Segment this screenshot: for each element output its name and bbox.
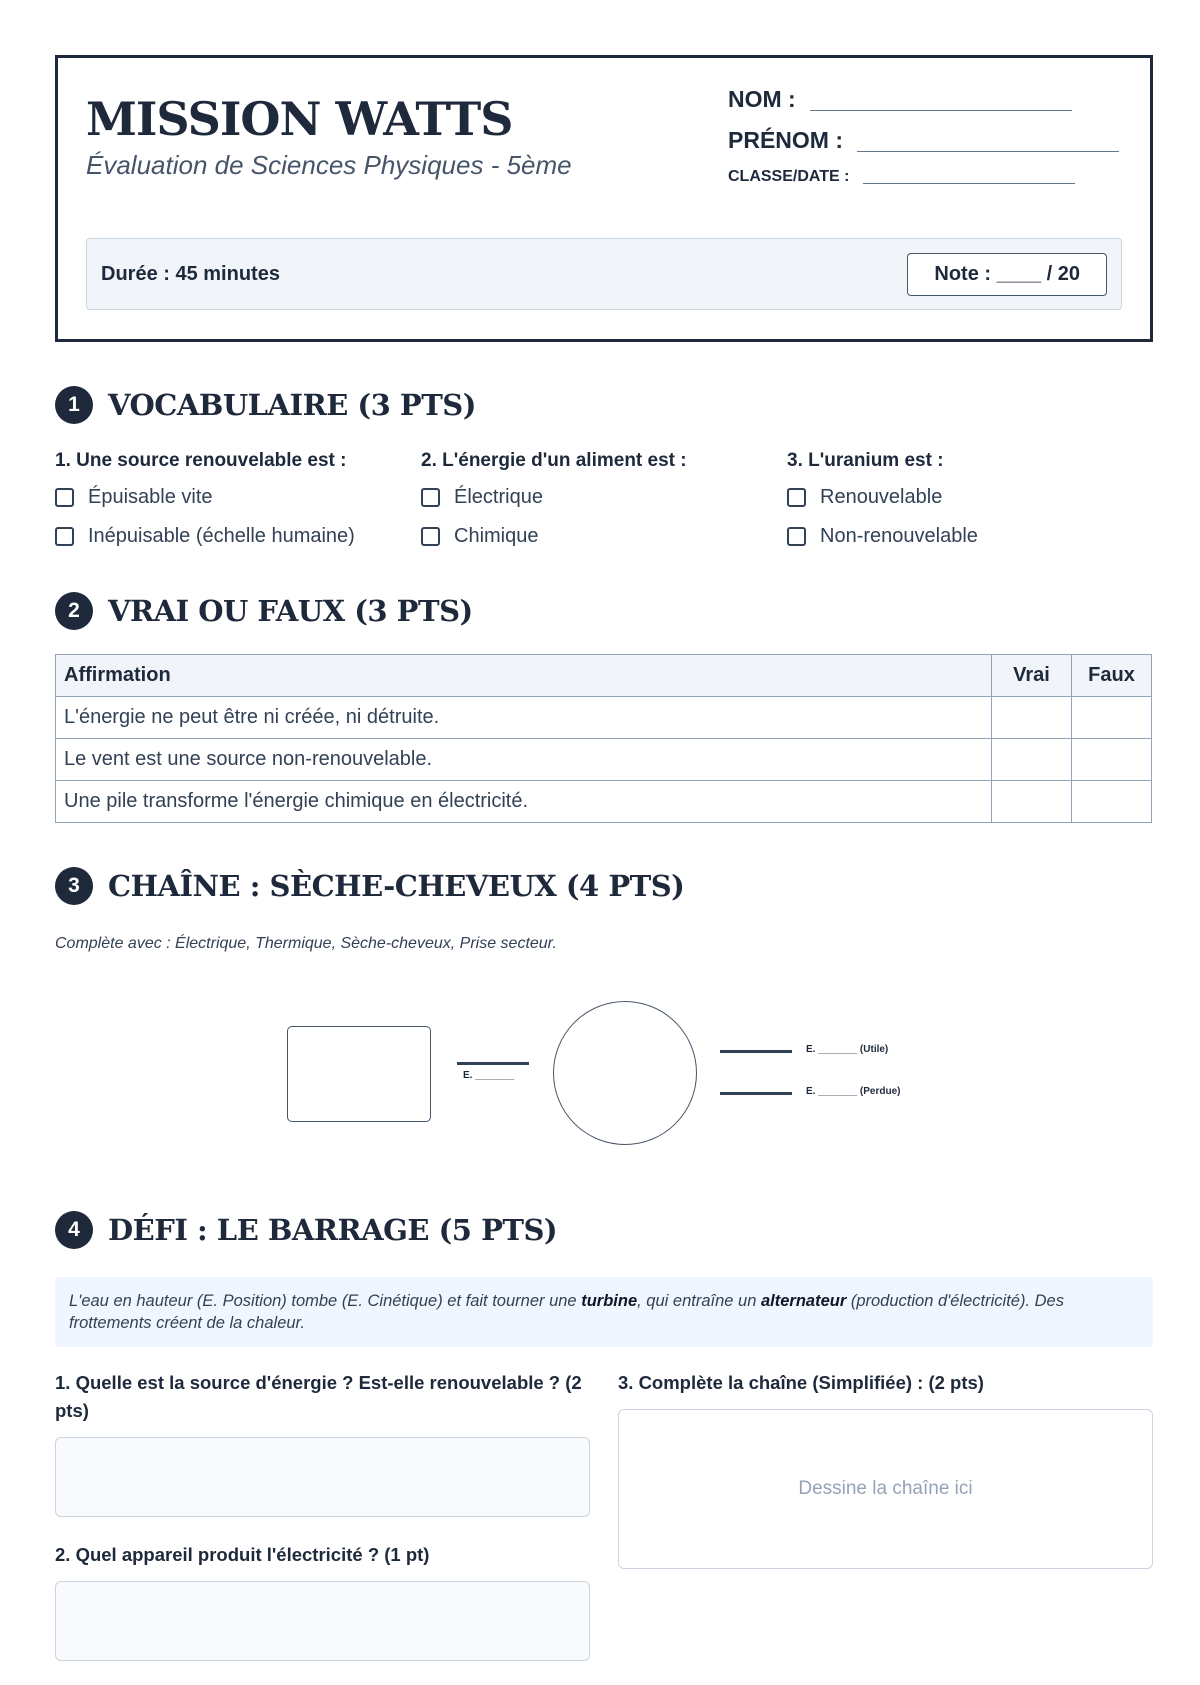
context-text: (production d'électricité). Des frottements créent de la chaleur.: [69, 1292, 1064, 1332]
true-false-table: [55, 654, 1152, 823]
checkbox[interactable]: [787, 527, 806, 546]
question-label: 1. Quelle est la source d'énergie ? Est-elle renouvelable ? (2 pts): [55, 1372, 582, 1421]
section-number: 2: [55, 592, 93, 630]
context-bold: turbine: [581, 1292, 638, 1310]
option[interactable]: [787, 486, 1153, 509]
energy-chain-diagram: [55, 953, 1153, 1193]
question-label: 1. Une source renouvelable est :: [55, 450, 347, 471]
checkbox[interactable]: [421, 488, 440, 507]
drawing-placeholder: Dessine la chaîne ici: [798, 1478, 973, 1499]
duration: Durée : 45 minutes: [101, 262, 280, 285]
column-header: Vrai: [992, 655, 1072, 697]
section-number: 3: [55, 867, 93, 905]
classe-field[interactable]: [863, 183, 1075, 184]
arrow-line: [720, 1092, 792, 1095]
option-label: Non-renouvelable: [820, 525, 978, 547]
vrai-cell[interactable]: [992, 739, 1072, 781]
page-title: MISSION WATTS: [86, 92, 513, 146]
statement: Une pile transforme l'énergie chimique en électricité.: [56, 781, 992, 823]
option[interactable]: [421, 525, 787, 548]
statement: Le vent est une source non-renouvelable.: [56, 739, 992, 781]
section-4-heading: [55, 1211, 1153, 1249]
arrow-line: [720, 1050, 792, 1053]
question-1: [55, 450, 421, 564]
column-header: Faux: [1072, 655, 1152, 697]
nom-label: NOM :: [728, 86, 796, 112]
option[interactable]: [55, 486, 421, 509]
question-label: 2. Quel appareil produit l'électricité ? (1 pt): [55, 1544, 430, 1565]
lost-energy-label: E. _______ (Perdue): [806, 1086, 901, 1097]
context-bold: alternateur: [760, 1292, 847, 1310]
table-row: [56, 781, 1152, 823]
answer-field-1[interactable]: [55, 1437, 590, 1517]
prenom-field[interactable]: [857, 151, 1119, 152]
option-label: Renouvelable: [820, 486, 943, 508]
header-box: [55, 55, 1153, 342]
question-label: 2. L'énergie d'un aliment est :: [421, 450, 687, 471]
context-text: L'eau en hauteur (E. Position) tombe (E. Cinétique) et fait tourner une: [69, 1292, 582, 1310]
info-bar: [86, 238, 1122, 310]
question-3: [787, 450, 1153, 564]
option-label: Inépuisable (échelle humaine): [88, 525, 355, 547]
grade-box: Note : ____ / 20: [907, 253, 1107, 296]
prenom-label: PRÉNOM :: [728, 127, 843, 153]
converter-circle[interactable]: [553, 1001, 697, 1145]
checkbox[interactable]: [55, 527, 74, 546]
section-2-heading: [55, 592, 1153, 630]
checkbox[interactable]: [787, 488, 806, 507]
faux-cell[interactable]: [1072, 781, 1152, 823]
section-title: DÉFI : LE BARRAGE (5 PTS): [108, 1213, 558, 1247]
useful-energy-label: E. _______ (Utile): [806, 1044, 889, 1055]
section-number: 1: [55, 386, 93, 424]
answer-field-2[interactable]: [55, 1581, 590, 1661]
section-3-heading: [55, 867, 1153, 905]
option-label: Chimique: [454, 525, 539, 547]
vrai-cell[interactable]: [992, 697, 1072, 739]
classe-label: CLASSE/DATE :: [728, 168, 850, 185]
option-label: Électrique: [454, 486, 543, 508]
table-row: [56, 697, 1152, 739]
option[interactable]: [421, 486, 787, 509]
question-label: 3. Complète la chaîne (Simplifiée) : (2 pts): [618, 1372, 984, 1393]
source-box[interactable]: [287, 1026, 431, 1122]
option-label: Épuisable vite: [88, 486, 213, 508]
section-title: VRAI OU FAUX (3 PTS): [108, 594, 473, 628]
faux-cell[interactable]: [1072, 697, 1152, 739]
page-subtitle: Évaluation de Sciences Physiques - 5ème: [86, 150, 572, 180]
option[interactable]: [55, 525, 421, 548]
context-text: , qui entraîne un: [637, 1292, 761, 1310]
statement: L'énergie ne peut être ni créée, ni détruite.: [56, 697, 992, 739]
input-energy-label: E. _______: [463, 1070, 515, 1081]
table-row: [56, 739, 1152, 781]
faux-cell[interactable]: [1072, 739, 1152, 781]
drawing-area[interactable]: [618, 1409, 1153, 1569]
section-number: 4: [55, 1211, 93, 1249]
question-label: 3. L'uranium est :: [787, 450, 944, 471]
instruction: Complète avec : Électrique, Thermique, Sèche-cheveux, Prise secteur.: [55, 935, 557, 952]
context-box: [55, 1277, 1153, 1347]
vrai-cell[interactable]: [992, 781, 1072, 823]
section-title: CHAÎNE : SÈCHE-CHEVEUX (4 PTS): [108, 869, 685, 903]
column-header: Affirmation: [56, 655, 992, 697]
question-2: [421, 450, 787, 564]
checkbox[interactable]: [421, 527, 440, 546]
section-title: VOCABULAIRE (3 PTS): [108, 388, 476, 422]
checkbox[interactable]: [55, 488, 74, 507]
option[interactable]: [787, 525, 1153, 548]
arrow-line: [457, 1062, 529, 1065]
nom-field[interactable]: [810, 110, 1072, 111]
section-1-heading: [55, 386, 1153, 424]
